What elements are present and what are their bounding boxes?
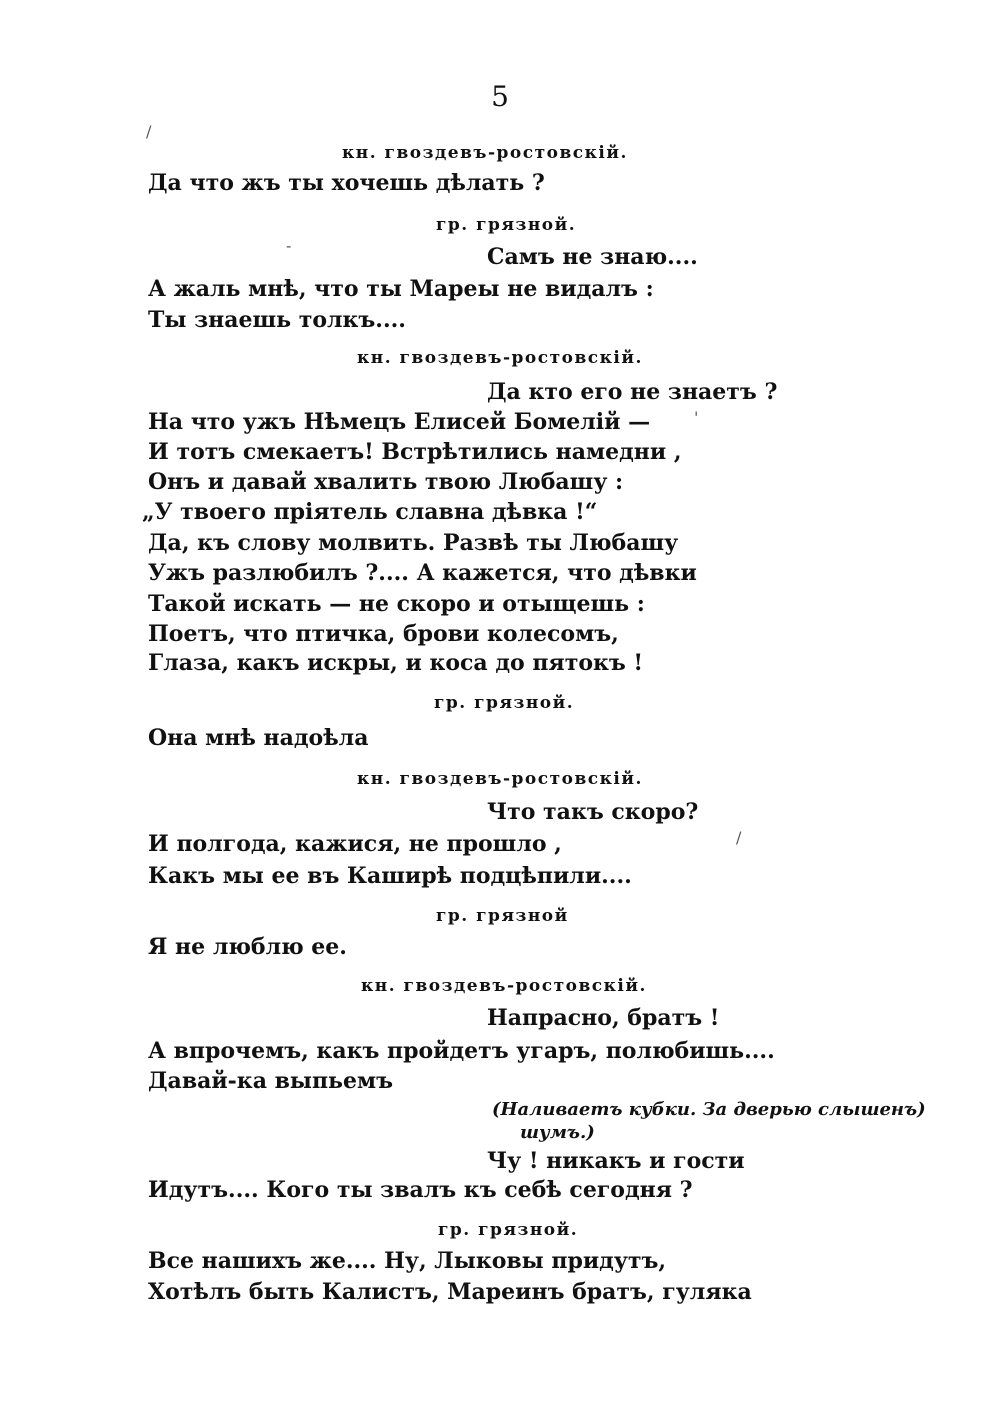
verse-line: А жаль мнѣ, что ты Мареы не видалъ : — [148, 276, 654, 302]
stage-direction: шумъ.) — [520, 1122, 595, 1143]
verse-line: Глаза, какъ искры, и коса до пятокъ ! — [148, 650, 644, 676]
verse-line: Самъ не знаю.... — [487, 244, 698, 270]
verse-line: А впрочемъ, какъ пройдетъ угаръ, полюбишь.... — [148, 1038, 775, 1064]
verse-line: И тотъ смекаетъ! Встрѣтились намедни , — [148, 439, 682, 465]
speaker-gryaznoy: гр. грязной. — [438, 1220, 579, 1240]
verse-line: Да кто его не знаетъ ? — [487, 379, 778, 405]
verse-line: Да, къ слову молвить. Развѣ ты Любашу — [148, 530, 679, 556]
speaker-gvozdev: кн. гвоздевъ-ростовскій. — [357, 348, 643, 368]
verse-line: Ужъ разлюбилъ ?.... А кажется, что дѣвки — [148, 560, 697, 586]
verse-line: Какъ мы ее въ Каширѣ подцѣпили.... — [148, 863, 632, 889]
stage-direction: (Наливаетъ кубки. За дверью слышенъ) — [492, 1099, 926, 1120]
verse-line: Поетъ, что птичка, брови колесомъ, — [148, 621, 619, 647]
speaker-gvozdev: кн. гвоздевъ-ростовскій. — [357, 769, 643, 789]
speaker-gryaznoy: гр. грязной. — [434, 693, 575, 713]
verse-line: Все нашихъ же.... Ну, Лыковы придутъ, — [148, 1248, 667, 1274]
verse-line: Напрасно, братъ ! — [487, 1005, 720, 1031]
verse-line: Давай-ка выпьемъ — [148, 1068, 393, 1094]
scan-speck: - — [286, 236, 292, 255]
speaker-gvozdev: кн. гвоздевъ-ростовскій. — [342, 143, 628, 163]
verse-line: Я не люблю ее. — [148, 934, 347, 960]
verse-line: И полгода, кажися, не прошло , — [148, 831, 562, 857]
speaker-gryaznoy: гр. грязной — [436, 906, 569, 926]
verse-line: Что такъ скоро? — [487, 799, 699, 825]
scan-speck: / — [736, 828, 742, 847]
verse-line: Да что жъ ты хочешь дѣлать ? — [148, 170, 545, 196]
verse-line: Чу ! никакъ и гости — [487, 1148, 745, 1174]
verse-line: Ты знаешь толкъ.... — [148, 307, 406, 333]
scan-speck: / — [146, 122, 152, 141]
scan-speck: ' — [694, 408, 699, 427]
page-number: 5 — [491, 80, 509, 113]
verse-line: Хотѣлъ быть Калистъ, Мареинъ братъ, гуляка — [148, 1279, 752, 1305]
speaker-gryaznoy: гр. грязной. — [436, 215, 577, 235]
speaker-gvozdev: кн. гвоздевъ-ростовскій. — [361, 976, 647, 996]
verse-line: Такой искать — не скоро и отыщешь : — [148, 591, 645, 617]
verse-line: Идутъ.... Кого ты звалъ къ себѣ сегодня ? — [148, 1177, 693, 1203]
verse-line: „У твоего пріятель славна дѣвка !“ — [142, 499, 598, 525]
verse-line: На что ужъ Нѣмецъ Елисей Бомелій — — [148, 409, 651, 435]
verse-line: Она мнѣ надоѣла — [148, 725, 369, 751]
verse-line: Онъ и давай хвалить твою Любашу : — [148, 469, 624, 495]
